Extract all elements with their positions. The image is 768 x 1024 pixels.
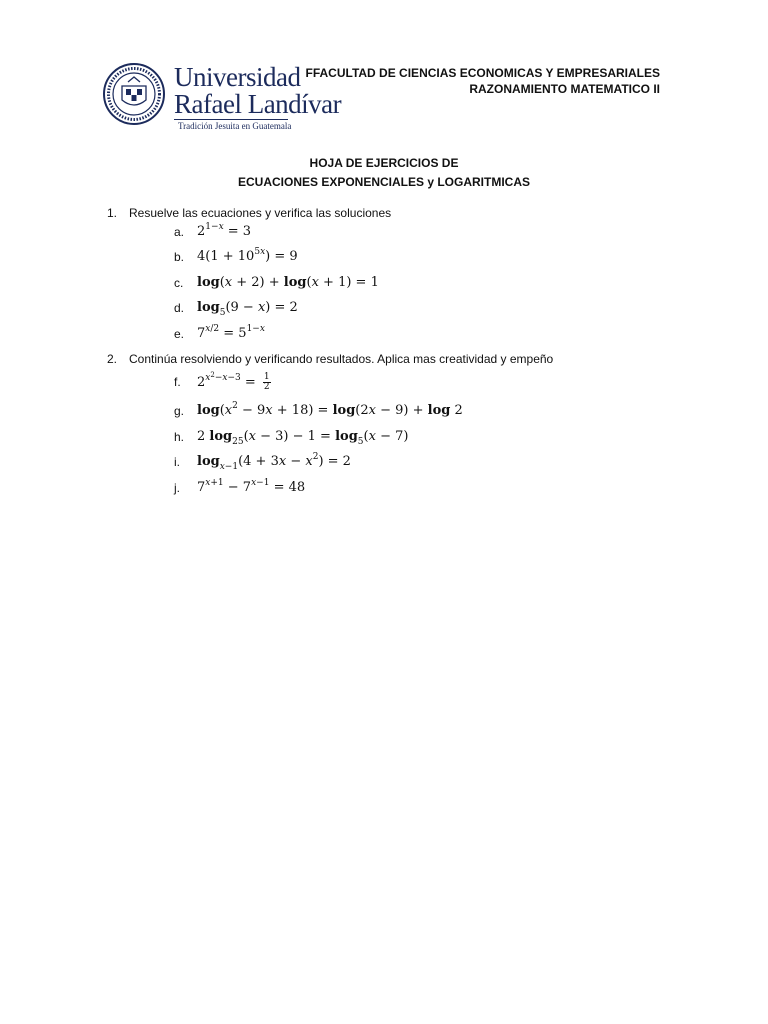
logo-divider [174, 119, 288, 120]
course-name: RAZONAMIENTO MATEMATICO II [469, 82, 660, 96]
exercise-label: b. [174, 250, 185, 264]
exercise-equation: log(x + 2) + log(x + 1) = 1 [197, 275, 379, 290]
exercise-label: d. [174, 301, 185, 315]
exercise-equation: $2^{x^2-x-3}$ = $\frac{1}{2}$ [197, 371, 270, 392]
exercise-label: g. [174, 404, 185, 418]
worksheet-title-line-1: HOJA DE EJERCICIOS DE [309, 156, 459, 170]
exercise-label: a. [174, 225, 185, 239]
logo-line-1: Universidad [174, 62, 301, 92]
exercise-equation: $\log_5(9 - x) = 2$ [197, 300, 298, 318]
exercise-equation: $\log(x^2 - 9x + 18) = \log(2x - 9) + \log 2$ [197, 401, 463, 418]
exercise-label: h. [174, 430, 185, 444]
exercise-label: i. [174, 455, 180, 469]
exercise-label: c. [174, 276, 184, 290]
university-seal-icon [102, 62, 166, 126]
question-2 [107, 351, 553, 367]
question-instruction: Continúa resolviendo y verificando resultados. Aplica mas creatividad y empeño [129, 352, 554, 366]
question-instruction: Resuelve las ecuaciones y verifica las soluciones [129, 206, 392, 220]
exercise-label: f. [174, 375, 181, 389]
faculty-name: FFACULTAD DE CIENCIAS ECONOMICAS Y EMPRESARIALES [305, 66, 660, 80]
exercise-equation: $2^{1-x} = 3$ [197, 222, 252, 239]
exercise-label: e. [174, 327, 185, 341]
exercise-equation: $7^{x+1} - 7^{x-1} = 48$ [197, 478, 306, 495]
university-logo [102, 60, 342, 132]
logo-line-2: Rafael Landívar [174, 89, 342, 119]
question-number: 1. [107, 206, 118, 220]
exercise-equation: $\log_{x-1}(4 + 3x - x^2) = 2$ [197, 452, 351, 472]
worksheet-title-line-2: ECUACIONES EXPONENCIALES y LOGARITMICAS [237, 175, 531, 189]
exercise-label: j. [174, 481, 180, 495]
logo-tagline: Tradición Jesuita en Guatemala [178, 121, 292, 131]
question-number: 2. [107, 352, 118, 366]
document-header [306, 65, 660, 97]
exercise-equation: 2 $\log_{25}(x - 3) - 1 = \log_5(x - 7)$ [197, 429, 409, 447]
question-1 [107, 205, 391, 221]
exercise-equation: $4(1 + 10^{5x}) = 9$ [197, 247, 298, 264]
exercise-equation: $7^{x/2} = 5^{1-x}$ [197, 324, 265, 341]
